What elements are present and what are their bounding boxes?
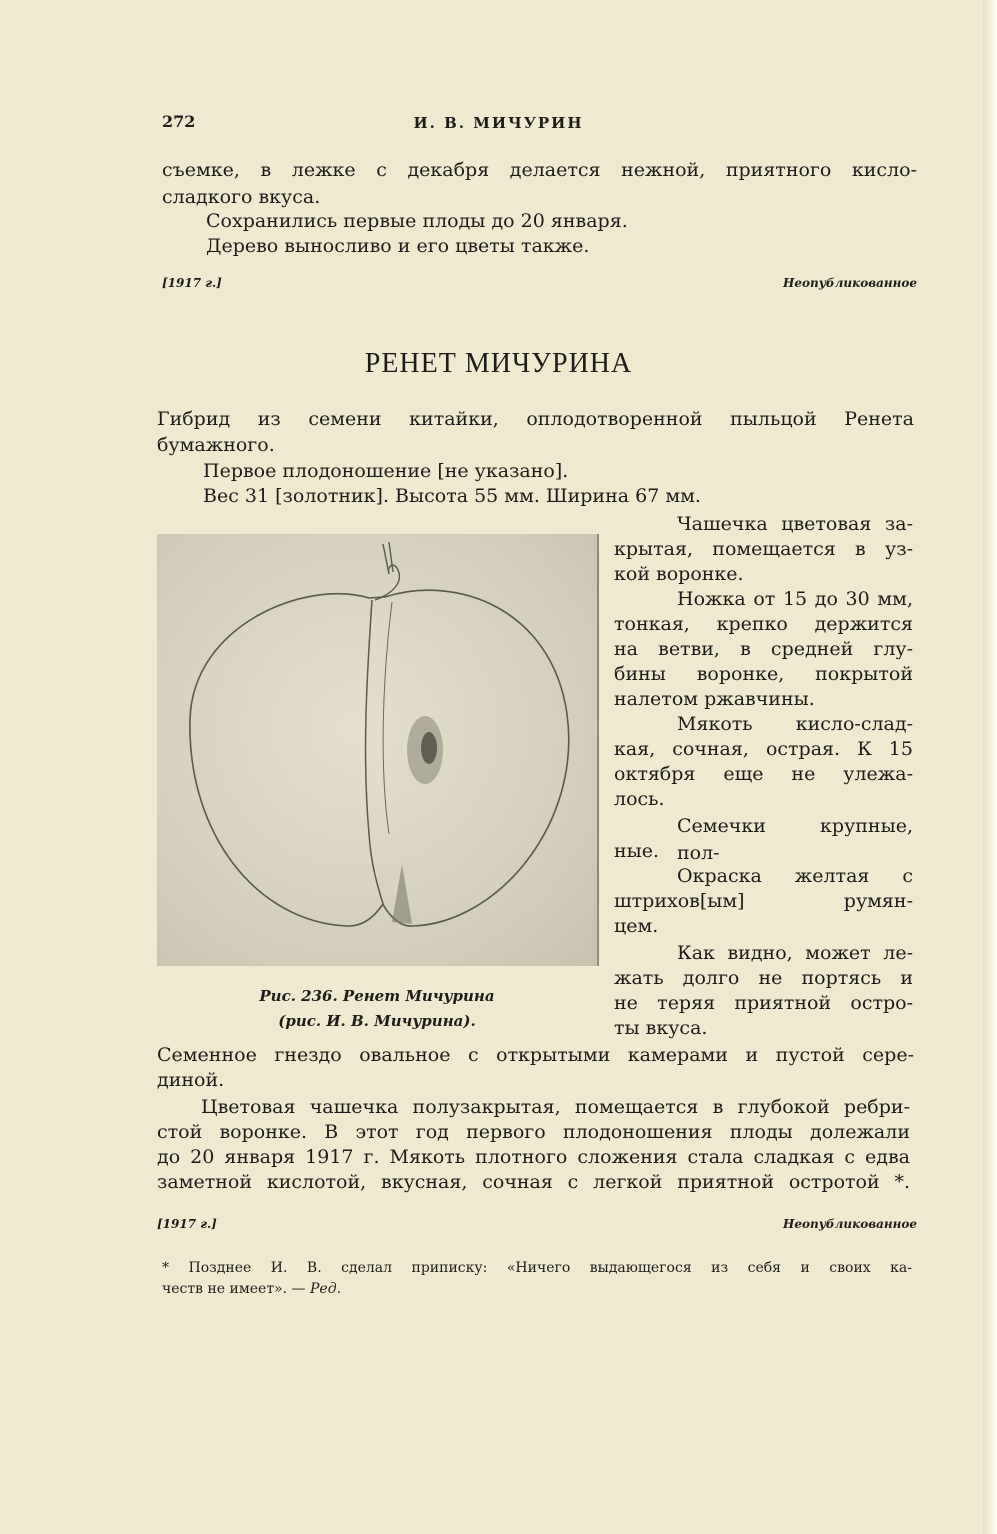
seeds-line: ные. — [614, 840, 660, 862]
intro-line-2: сладкого вкуса. — [162, 186, 321, 208]
figure-caption — [157, 984, 597, 1034]
footnote-editor: Ред. — [309, 1281, 342, 1297]
caption-line-1: Рис. 236. Ренет Мичурина — [259, 987, 495, 1005]
stalk-line: тонкая, крепко держится — [614, 613, 913, 635]
storage-line: жать долго не портясь и — [614, 967, 913, 989]
article-status: Неопубликованное — [783, 1217, 917, 1231]
footnote-line-2: честв не имеет». — — [162, 1281, 306, 1297]
seeds-line: Семечки крупные, пол- — [677, 815, 913, 864]
calyx-summary-line-1: Цветовая чашечка полузакрытая, помещается в глубокой ребри- — [201, 1096, 910, 1118]
page-edge — [983, 0, 997, 1534]
page-number: 272 — [162, 112, 196, 131]
intro-line-1: съемке, в лежке с декабря делается нежной, приятного кисло- — [162, 159, 917, 181]
intro-status: Неопубликованное — [783, 276, 917, 290]
calyx-line: крытая, помещается в уз- — [614, 538, 913, 560]
color-line: Окраска желтая с — [677, 865, 913, 887]
intro-paragraph-3: Дерево выносливо и его цветы также. — [206, 235, 590, 257]
caption-line-2: (рис. И. В. Мичурина). — [278, 1012, 476, 1030]
color-line: штрихов[ым] румян- — [614, 890, 913, 912]
storage-line: ты вкуса. — [614, 1017, 708, 1039]
storage-line: Как видно, может ле- — [677, 942, 913, 964]
seed-cavity-line-1: Семенное гнездо овальное с открытыми камерами и пустой сере- — [157, 1044, 914, 1066]
calyx-line: кой воронке. — [614, 563, 744, 585]
calyx-summary-line-3: до 20 января 1917 г. Мякоть плотного сложения стала сладкая с едва — [157, 1146, 910, 1168]
article-title: РЕНЕТ МИЧУРИНА — [364, 348, 633, 379]
intro-paragraph-2: Сохранились первые плоды до 20 января. — [206, 210, 628, 232]
calyx-line: Чашечка цветовая за- — [677, 513, 913, 535]
flesh-line: октября еще не улежа- — [614, 763, 913, 785]
footnote-line-1: * Позднее И. В. сделал приписку: «Ничего выдающегося из себя и своих ка- — [162, 1260, 912, 1276]
calyx-summary-line-4: заметной кислотой, вкусная, сочная с легкой приятной остротой *. — [157, 1171, 910, 1193]
flesh-line: кая, сочная, острая. К 15 — [614, 738, 913, 760]
color-line: цем. — [614, 915, 659, 937]
running-title: И. В. МИЧУРИН — [413, 114, 584, 132]
seed-cavity-line-2: диной. — [157, 1069, 225, 1091]
calyx-summary-line-2: стой воронке. В этот год первого плодоношения плоды долежали — [157, 1121, 910, 1143]
intro-date: [1917 г.] — [162, 276, 222, 290]
apple-cross-section-drawing — [157, 534, 597, 966]
first-fruiting: Первое плодоношение [не указано]. — [203, 460, 569, 482]
flesh-line: лось. — [614, 788, 665, 810]
apple-figure — [157, 534, 599, 966]
article-date: [1917 г.] — [157, 1217, 217, 1231]
weight-dimensions: Вес 31 [золотник]. Высота 55 мм. Ширина 67 мм. — [203, 485, 701, 507]
flesh-line: Мякоть кисло-слад- — [677, 713, 913, 735]
footnote — [162, 1258, 912, 1300]
stalk-line: на ветви, в средней глу- — [614, 638, 913, 660]
storage-line: не теряя приятной остро- — [614, 992, 913, 1014]
stalk-line: налетом ржавчины. — [614, 688, 815, 710]
hybrid-line-2: бумажного. — [157, 434, 275, 456]
hybrid-line-1: Гибрид из семени китайки, оплодотворенной пыльцой Ренета — [157, 408, 914, 430]
stalk-line: бины воронке, покрытой — [614, 663, 913, 685]
stalk-line: Ножка от 15 до 30 мм, — [677, 588, 913, 610]
